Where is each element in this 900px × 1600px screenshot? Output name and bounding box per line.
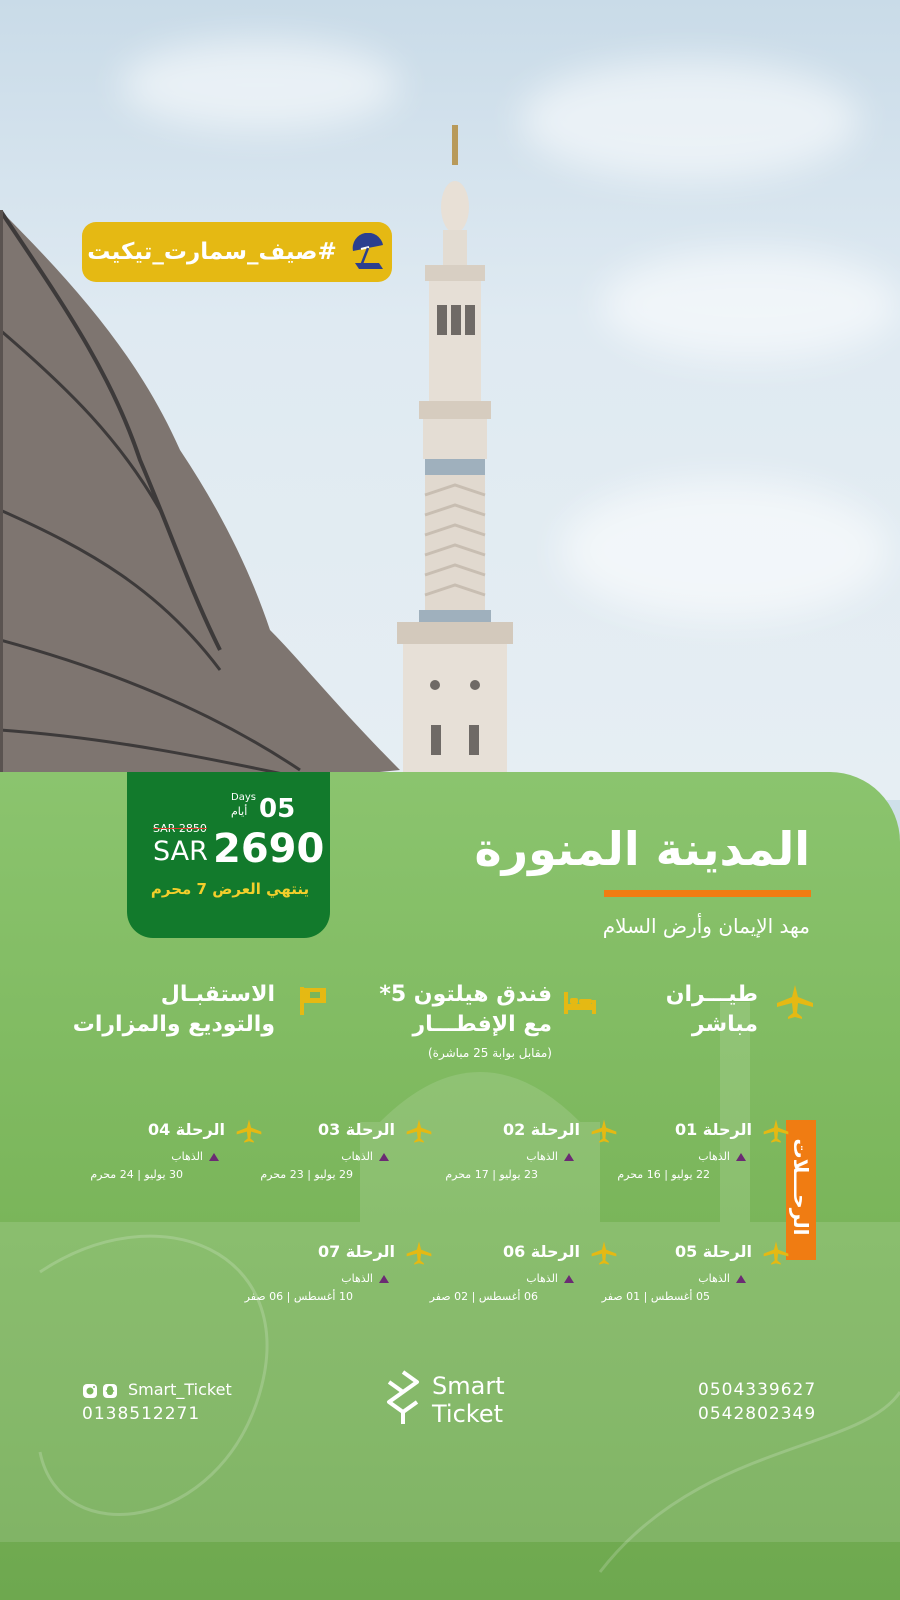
offer-end-text: ينتهي العرض 7 محرم bbox=[150, 880, 310, 898]
trip-type: الذهاب bbox=[341, 1150, 373, 1163]
hashtag-text: #صيف_سمارت_تيكيت bbox=[87, 239, 337, 265]
destination-subtitle: مهد الإيمان وأرض السلام bbox=[602, 914, 810, 938]
feature-reception-line1: الاستقبـال bbox=[160, 982, 275, 1007]
days-en-label: Days bbox=[231, 792, 256, 803]
trip-airplane-icon bbox=[590, 1118, 618, 1144]
title-underline bbox=[604, 890, 811, 897]
phone-right-1[interactable]: 0504339627 bbox=[698, 1380, 817, 1400]
trip-marker-icon bbox=[736, 1275, 746, 1283]
trip-airplane-icon bbox=[235, 1118, 263, 1144]
flag-icon bbox=[298, 985, 328, 1017]
phone-right-2[interactable]: 0542802349 bbox=[698, 1404, 817, 1424]
trip-title: الرحلة 01 bbox=[674, 1120, 752, 1139]
feature-hotel-line2: مع الإفطـــار bbox=[412, 1012, 552, 1037]
feature-reception-line2: والتوديع والمزارات bbox=[72, 1012, 275, 1037]
trip-date: 23 يوليو | 17 محرم bbox=[445, 1168, 538, 1181]
trip-date: 30 يوليو | 24 محرم bbox=[90, 1168, 183, 1181]
price-currency: SAR bbox=[153, 836, 208, 867]
hashtag-badge[interactable] bbox=[82, 222, 392, 282]
trip-marker-icon bbox=[379, 1153, 389, 1161]
trip-marker-icon bbox=[564, 1275, 574, 1283]
social-handle[interactable]: Smart_Ticket bbox=[128, 1380, 232, 1399]
trip-type: الذهاب bbox=[171, 1150, 203, 1163]
trip-airplane-icon bbox=[762, 1240, 790, 1266]
trip-date: 10 أغسطس | 06 صفر bbox=[244, 1290, 353, 1303]
trip-marker-icon bbox=[736, 1153, 746, 1161]
trip-marker-icon bbox=[209, 1153, 219, 1161]
feature-hotel-line1: فندق هيلتون 5* bbox=[379, 982, 552, 1007]
trip-title: الرحلة 03 bbox=[317, 1120, 395, 1139]
instagram-icon[interactable] bbox=[82, 1383, 98, 1399]
trip-type: الذهاب bbox=[341, 1272, 373, 1285]
days-number: 05 bbox=[259, 794, 296, 824]
trip-type: الذهاب bbox=[698, 1272, 730, 1285]
trip-date: 05 أغسطس | 01 صفر bbox=[601, 1290, 710, 1303]
trip-date: 22 يوليو | 16 محرم bbox=[617, 1168, 710, 1181]
bed-icon bbox=[562, 988, 598, 1016]
airplane-icon bbox=[775, 983, 815, 1021]
beach-umbrella-icon bbox=[349, 233, 387, 271]
trip-date: 29 يوليو | 23 محرم bbox=[260, 1168, 353, 1181]
brand-line2: Ticket bbox=[432, 1400, 504, 1428]
phone-left[interactable]: 0138512271 bbox=[82, 1404, 201, 1424]
destination-title: المدينة المنورة bbox=[474, 822, 810, 876]
umbrella-canopy-image bbox=[0, 210, 420, 800]
trip-title: الرحلة 04 bbox=[147, 1120, 225, 1139]
trip-type: الذهاب bbox=[698, 1150, 730, 1163]
trip-title: الرحلة 02 bbox=[502, 1120, 580, 1139]
trip-airplane-icon bbox=[405, 1240, 433, 1266]
trip-date: 06 أغسطس | 02 صفر bbox=[429, 1290, 538, 1303]
trips-label-box bbox=[786, 1120, 816, 1260]
trip-title: الرحلة 07 bbox=[317, 1242, 395, 1261]
trip-marker-icon bbox=[564, 1153, 574, 1161]
feature-flight-line1: طيـــران bbox=[665, 982, 758, 1007]
trips-section-label: الرحـــلات bbox=[789, 1138, 813, 1236]
feature-hotel-note: (مقابل بوابة 25 مباشرة) bbox=[428, 1046, 552, 1060]
minaret-image bbox=[395, 125, 515, 800]
smart-ticket-logo-icon bbox=[385, 1368, 421, 1428]
trip-airplane-icon bbox=[762, 1118, 790, 1144]
trip-airplane-icon bbox=[590, 1240, 618, 1266]
feature-flight-line2: مباشر bbox=[691, 1012, 758, 1037]
trip-type: الذهاب bbox=[526, 1150, 558, 1163]
trip-title: الرحلة 06 bbox=[502, 1242, 580, 1261]
days-ar-label: أيام bbox=[231, 805, 248, 818]
brand-line1: Smart bbox=[432, 1372, 505, 1400]
trip-airplane-icon bbox=[405, 1118, 433, 1144]
old-price: SAR 2850 bbox=[153, 822, 207, 835]
trip-title: الرحلة 05 bbox=[674, 1242, 752, 1261]
snapchat-icon[interactable] bbox=[102, 1383, 118, 1399]
price-box bbox=[127, 772, 330, 938]
price-value: 2690 bbox=[213, 826, 325, 872]
trip-marker-icon bbox=[379, 1275, 389, 1283]
trip-type: الذهاب bbox=[526, 1272, 558, 1285]
